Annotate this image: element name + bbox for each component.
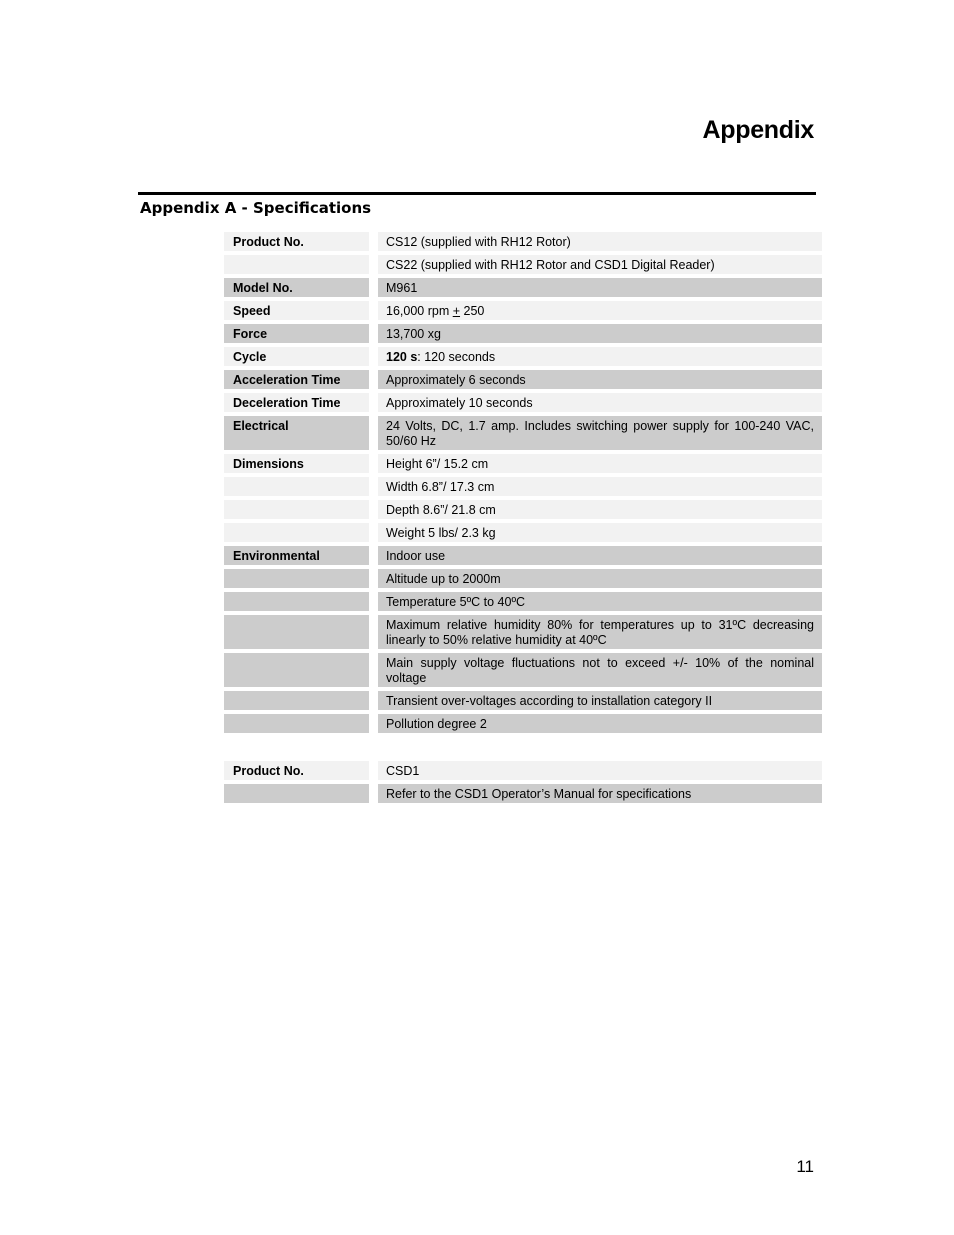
row-value: Approximately 10 seconds (378, 393, 822, 412)
row-value: Transient over-voltages according to installation category II (378, 691, 822, 710)
row-value (378, 347, 822, 366)
cycle-setting: 120 s (386, 350, 418, 364)
speed-value: 16,000 rpm (386, 304, 453, 318)
row-label (224, 691, 372, 710)
row-label: Speed (224, 301, 372, 320)
plus-minus-sign: + (452, 304, 461, 318)
row-label: Dimensions (224, 454, 372, 473)
table-row (224, 500, 822, 519)
row-value: CS12 (supplied with RH12 Rotor) (378, 232, 822, 251)
page-number: 11 (796, 1157, 814, 1176)
table-row (224, 232, 822, 251)
table-row (224, 523, 822, 542)
table-row (224, 301, 822, 320)
row-label: Product No. (224, 761, 372, 780)
csd1-specifications-table (224, 761, 822, 807)
table-row (224, 761, 822, 780)
row-value: 24 Volts, DC, 1.7 amp. Includes switching power supply for 100-240 VAC, 50/60 Hz (378, 416, 822, 450)
speed-tolerance: 250 (460, 304, 485, 318)
specifications-table (224, 232, 822, 737)
row-label (224, 592, 372, 611)
row-label (224, 255, 372, 274)
row-value: CS22 (supplied with RH12 Rotor and CSD1 Digital Reader) (378, 255, 822, 274)
row-value: Depth 8.6”/ 21.8 cm (378, 500, 822, 519)
row-value: Width 6.8”/ 17.3 cm (378, 477, 822, 496)
row-value: Temperature 5ºC to 40ºC (378, 592, 822, 611)
row-label (224, 569, 372, 588)
row-value: M961 (378, 278, 822, 297)
table-row (224, 477, 822, 496)
table-row (224, 653, 822, 687)
row-label: Cycle (224, 347, 372, 366)
row-label (224, 477, 372, 496)
table-row (224, 454, 822, 473)
row-label: Environmental (224, 546, 372, 565)
row-value: Altitude up to 2000m (378, 569, 822, 588)
row-label: Electrical (224, 416, 372, 450)
row-label (224, 500, 372, 519)
row-value: Main supply voltage fluctuations not to exceed +/- 10% of the nominal voltage (378, 653, 822, 687)
row-value: Indoor use (378, 546, 822, 565)
table-row (224, 324, 822, 343)
row-label (224, 784, 372, 803)
row-value: 13,700 xg (378, 324, 822, 343)
row-value: Weight 5 lbs/ 2.3 kg (378, 523, 822, 542)
row-value: Maximum relative humidity 80% for temperatures up to 31ºC decreasing linearly to 50% relative humidity at 40ºC (378, 615, 822, 649)
row-label: Acceleration Time (224, 370, 372, 389)
row-value (378, 301, 822, 320)
row-label (224, 615, 372, 649)
table-row (224, 393, 822, 412)
table-row (224, 691, 822, 710)
section-title: Appendix A - Specifications (140, 199, 372, 217)
table-row (224, 370, 822, 389)
row-value: CSD1 (378, 761, 822, 780)
table-row (224, 592, 822, 611)
table-row (224, 255, 822, 274)
row-label: Force (224, 324, 372, 343)
table-row (224, 416, 822, 450)
row-label (224, 714, 372, 733)
row-label (224, 523, 372, 542)
row-label (224, 653, 372, 687)
row-value: Approximately 6 seconds (378, 370, 822, 389)
table-row (224, 784, 822, 803)
section-divider (138, 192, 816, 195)
table-row (224, 714, 822, 733)
row-value: Height 6”/ 15.2 cm (378, 454, 822, 473)
row-label: Product No. (224, 232, 372, 251)
row-label: Deceleration Time (224, 393, 372, 412)
table-row (224, 615, 822, 649)
row-label: Model No. (224, 278, 372, 297)
table-row (224, 278, 822, 297)
table-row (224, 347, 822, 366)
row-value: Refer to the CSD1 Operator’s Manual for specifications (378, 784, 822, 803)
page-title: Appendix (702, 116, 814, 144)
table-row (224, 546, 822, 565)
cycle-description: : 120 seconds (417, 350, 496, 364)
table-row (224, 569, 822, 588)
row-value: Pollution degree 2 (378, 714, 822, 733)
